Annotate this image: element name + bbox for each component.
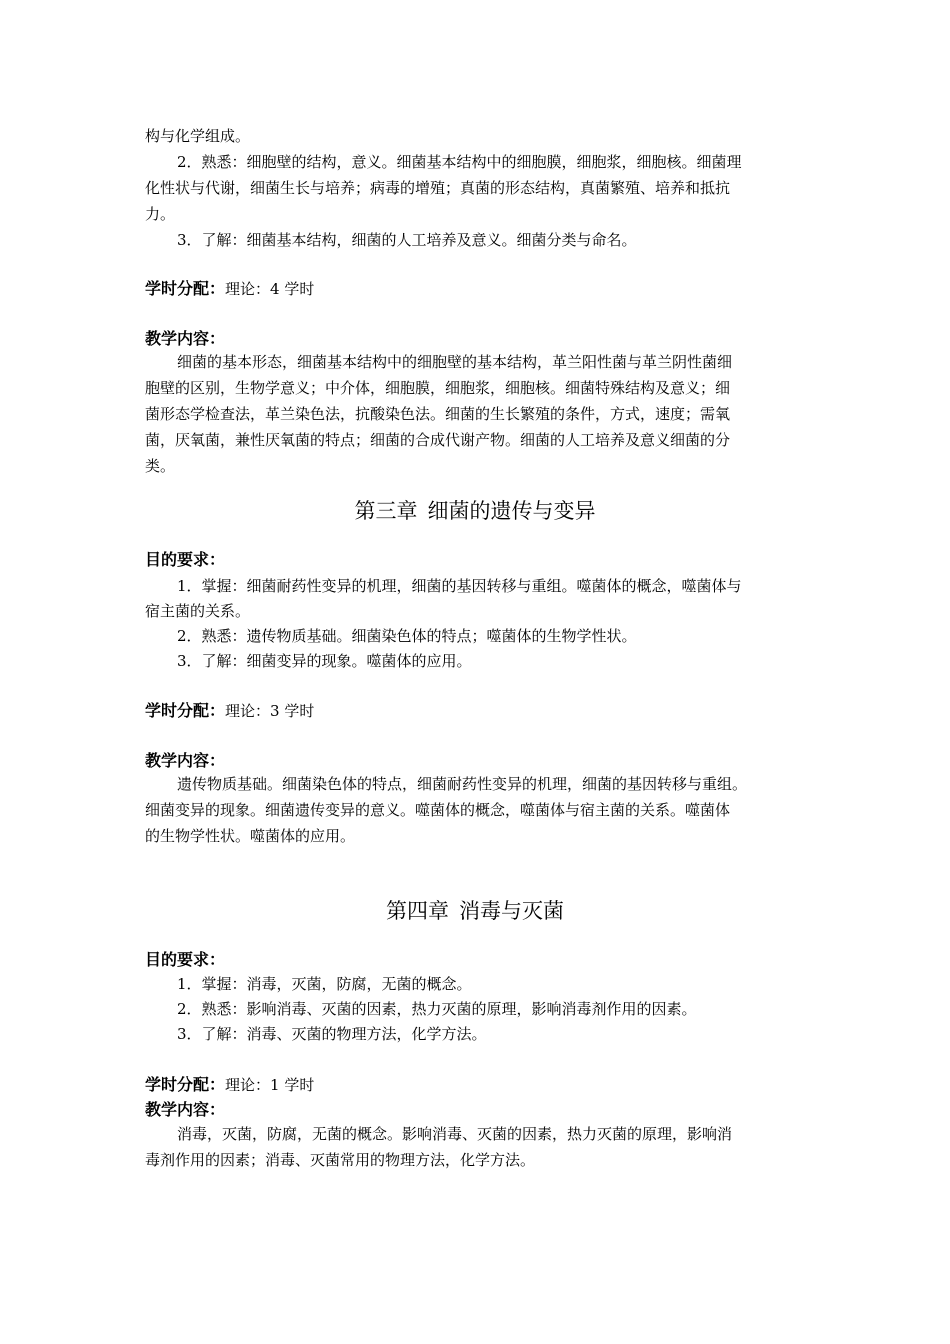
hours-heading: [145, 701, 314, 721]
requirement-item-1: 1．掌握：消毒，灭菌，防腐，无菌的概念。: [177, 975, 472, 993]
content-line: 的生物学性状。噬菌体的应用。: [145, 827, 356, 845]
hours-value: 理论：1 学时: [225, 1076, 315, 1094]
goal-heading: 目的要求：: [145, 950, 226, 969]
requirement-item-2: 2．熟悉：影响消毒、灭菌的因素，热力灭菌的原理，影响消毒剂作用的因素。: [177, 1000, 697, 1018]
content-line: 胞壁的区别，生物学意义；中介体，细胞膜，细胞浆，细胞核。细菌特殊结构及意义；细: [145, 379, 731, 397]
hours-value: 理论：4 学时: [225, 280, 315, 298]
requirement-item-2: 2．熟悉：细胞壁的结构，意义。细菌基本结构中的细胞膜，细胞浆，细胞核。细菌理: [177, 153, 742, 171]
content-heading: 教学内容：: [145, 751, 226, 770]
content-heading: 教学内容：: [145, 329, 226, 348]
text-line: 宿主菌的关系。: [145, 602, 251, 620]
requirement-item-1: 1．掌握：细菌耐药性变异的机理，细菌的基因转移与重组。噬菌体的概念，噬菌体与: [177, 577, 742, 595]
text-line: 构与化学组成。: [145, 127, 251, 145]
content-heading: 教学内容：: [145, 1100, 226, 1119]
chapter-number: 第三章: [354, 499, 418, 523]
content-line: 类。: [145, 457, 176, 475]
content-line: 细菌变异的现象。细菌遗传变异的意义。噬菌体的概念，噬菌体与宿主菌的关系。噬菌体: [145, 801, 731, 819]
chapter-3-title: [0, 497, 950, 525]
content-line: 毒剂作用的因素；消毒、灭菌常用的物理方法，化学方法。: [145, 1151, 536, 1169]
content-line: 细菌的基本形态，细菌基本结构中的细胞壁的基本结构，革兰阳性菌与革兰阴性菌细: [177, 353, 733, 371]
hours-value: 理论：3 学时: [225, 702, 315, 720]
chapter-name: 细菌的遗传与变异: [427, 499, 596, 523]
chapter-name: 消毒与灭菌: [459, 899, 564, 923]
content-line: 菌，厌氧菌，兼性厌氧菌的特点；细菌的合成代谢产物。细菌的人工培养及意义细菌的分: [145, 431, 731, 449]
requirement-item-2: 2．熟悉：遗传物质基础。细菌染色体的特点；噬菌体的生物学性状。: [177, 627, 637, 645]
requirement-item-3: 3．了解：消毒、灭菌的物理方法，化学方法。: [177, 1025, 487, 1043]
text-line: 化性状与代谢，细菌生长与培养；病毒的增殖；真菌的形态结构，真菌繁殖、培养和抵抗: [145, 179, 731, 197]
hours-label: 学时分配：: [145, 279, 226, 298]
content-line: 菌形态学检查法，革兰染色法，抗酸染色法。细菌的生长繁殖的条件，方式，速度；需氧: [145, 405, 731, 423]
content-line: 遗传物质基础。细菌染色体的特点，细菌耐药性变异的机理，细菌的基因转移与重组。: [177, 775, 748, 793]
goal-heading: 目的要求：: [145, 550, 226, 569]
chapter-4-title: [0, 897, 950, 925]
hours-label: 学时分配：: [145, 701, 226, 720]
text-line: 力。: [145, 205, 176, 223]
hours-heading: [145, 1075, 314, 1095]
requirement-item-3: 3．了解：细菌变异的现象。噬菌体的应用。: [177, 652, 472, 670]
hours-heading: [145, 279, 314, 299]
chapter-number: 第四章: [386, 899, 449, 923]
content-line: 消毒，灭菌，防腐，无菌的概念。影响消毒、灭菌的因素，热力灭菌的原理，影响消: [177, 1125, 733, 1143]
requirement-item-3: 3．了解：细菌基本结构，细菌的人工培养及意义。细菌分类与命名。: [177, 231, 637, 249]
hours-label: 学时分配：: [145, 1075, 226, 1094]
